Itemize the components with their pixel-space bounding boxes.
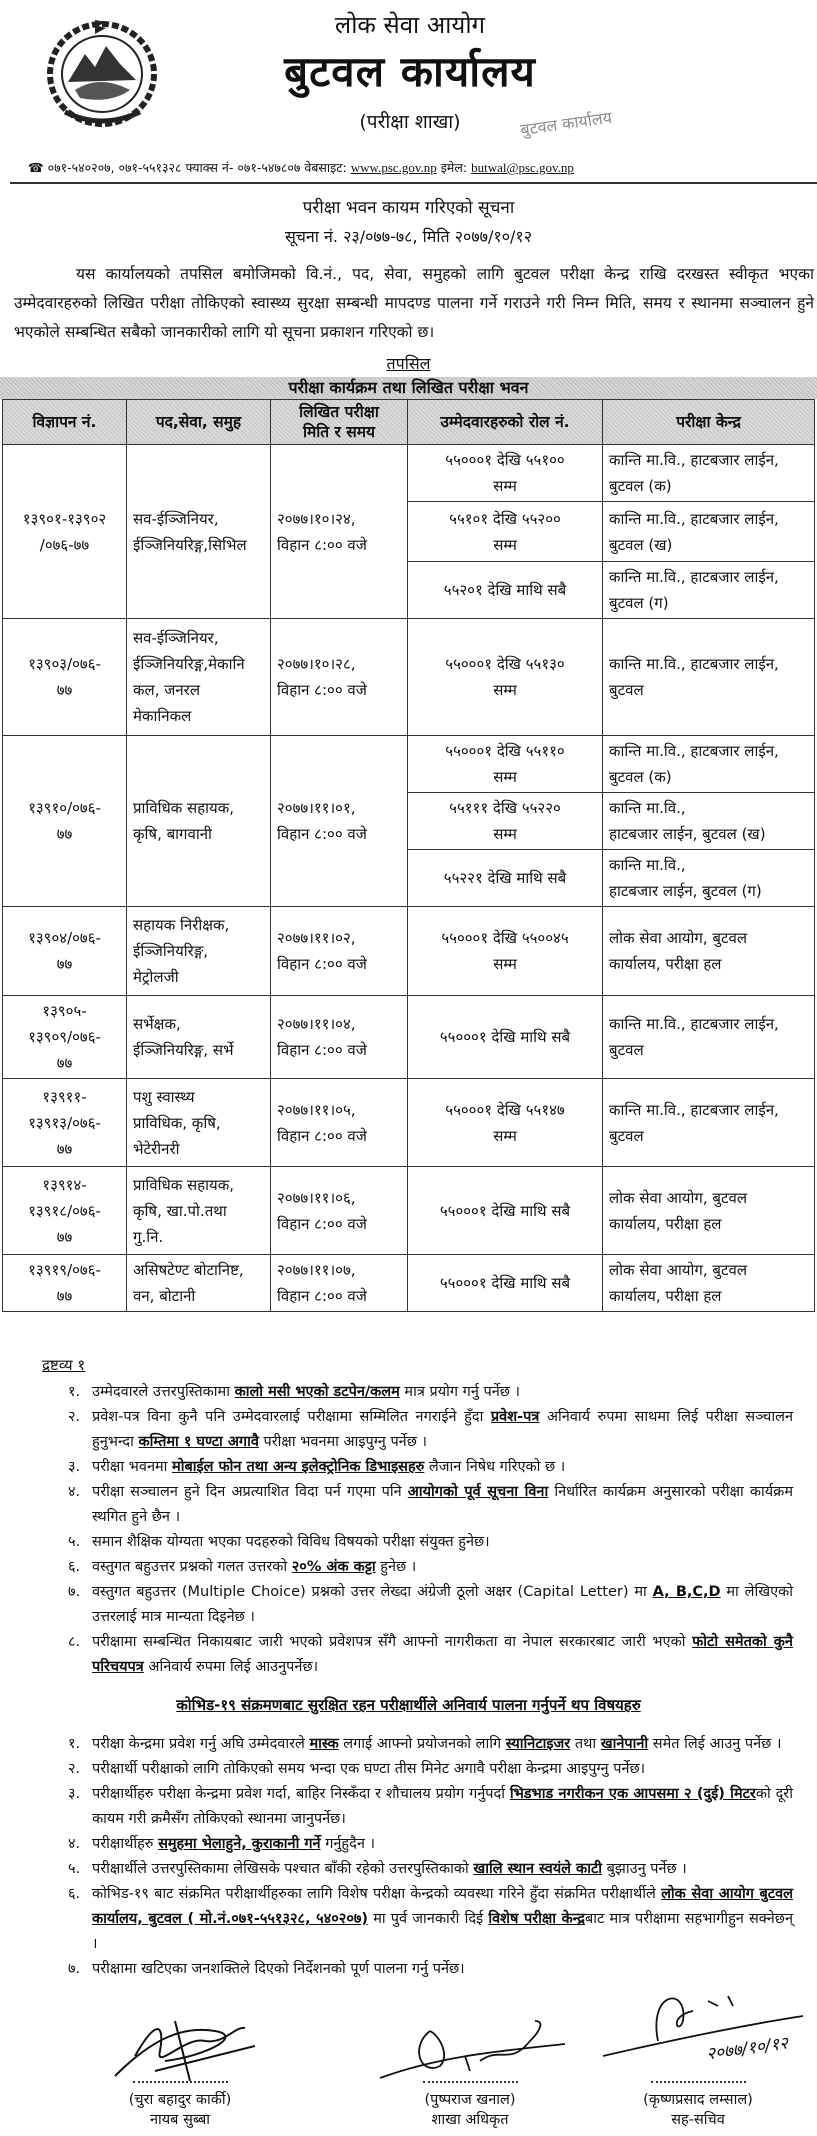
list-item	[68, 1882, 793, 1957]
table-row	[3, 1255, 815, 1312]
advertisement-number: १३९०५- १३९०९/०७६- ७७	[3, 996, 127, 1079]
list-item	[68, 1832, 793, 1857]
roll-number-range: ५५२२१ देखि माथि सबै	[408, 850, 603, 907]
table-row	[3, 996, 815, 1079]
emphasized-text: समुहमा भेलाहुने, कुराकानी गर्ने	[158, 1836, 321, 1852]
notes-heading: द्रष्टव्य १	[42, 1356, 86, 1374]
email-label: इमेल:	[440, 160, 468, 175]
item-text: परीक्षार्थीहरु परीक्षा केन्द्रमा प्रवेश गर्दा, बाहिर निस्कँदा र शौचालय प्रयोग गर्नुपर्दा	[92, 1786, 510, 1802]
item-number: ५.	[68, 1534, 81, 1550]
notice-title: परीक्षा भवन कायम गरिएको सूचना	[302, 198, 515, 218]
item-text: मात्र प्रयोग गर्नु पर्नेछ ।	[399, 1384, 521, 1400]
post-service-group: प्राविधिक सहायक, कृषि, खा.पो.तथा गु.नि.	[127, 1167, 271, 1255]
covid-list	[68, 1732, 793, 1982]
exam-date-time: २०७७।११।०५, विहान ८:०० वजे	[271, 1079, 408, 1167]
header-divider	[10, 182, 817, 184]
post-service-group: पशु स्वास्थ्य प्राविधिक, कृषि, भेटेरीनरी	[127, 1079, 271, 1167]
advertisement-number: १३९०३/०७६- ७७	[3, 619, 127, 736]
notice-body	[0, 197, 817, 2136]
column-header: विज्ञापन नं.	[3, 400, 127, 445]
exam-center: कान्ति मा.वि., हाटबजार लाईन, बुटवल (ग)	[603, 850, 815, 907]
signatory-title: शाखा अधिकृत	[431, 2112, 509, 2128]
exam-center: कान्ति मा.वि., हाटबजार लाईन, बुटवल (ग)	[603, 562, 815, 619]
item-text: लगाई आफ्नो प्रयोजनको लागि	[338, 1736, 506, 1752]
item-number: २.	[68, 1761, 81, 1777]
roll-number-range: ५५०००१ देखि माथि सबै	[408, 1167, 603, 1255]
item-text: परीक्षा केन्द्रमा प्रवेश गर्नु अघि उम्मेदवारले	[92, 1736, 310, 1752]
covid-heading: कोभिड-१९ संक्रमणबाट सुरक्षित रहन परीक्षार्थीले अनिवार्य पालना गर्नुपर्ने थप विषयहरु	[176, 1696, 641, 1714]
office-name: बुटवल कार्यालय	[284, 47, 536, 96]
item-text: वस्तुगत बहुउत्तर (Multiple Choice) प्रश्नको उत्तर लेख्दा अंग्रेजी ठूलो अक्षर (Capital Letter) मा	[92, 1584, 653, 1600]
post-service-group: असिषटेण्ट बोटानिष्ट, वन, बोटानी	[127, 1255, 271, 1312]
exam-schedule-table	[2, 399, 815, 1312]
item-number: १.	[68, 1736, 81, 1752]
exam-date-time: २०७७।११।०२, विहान ८:०० वजे	[271, 907, 408, 996]
item-text: प्रवेश-पत्र विना कुनै पनि उम्मेदवारलाई परीक्षामा सम्मिलित नगराईने हुँदा	[92, 1409, 491, 1425]
item-number: ६.	[68, 1886, 81, 1902]
emphasized-text: फोटो समेतको कुनै परिचयपत्र	[92, 1634, 793, 1675]
roll-number-range: ५५१११ देखि ५५२२० सम्म	[408, 793, 603, 850]
exam-date-time: २०७७।११।०१, विहान ८:०० वजे	[271, 736, 408, 907]
list-item	[68, 1555, 793, 1580]
branch-name: (परीक्षा शाखा)	[359, 111, 461, 133]
post-service-group: प्राविधिक सहायक, कृषि, बागवानी	[127, 736, 271, 907]
post-service-group: सर्भेक्षक, ईञ्जिनियरिङ्ग, सर्भे	[127, 996, 271, 1079]
list-item	[68, 1480, 793, 1530]
signatory-title: सह-सचिव	[671, 2112, 725, 2128]
emphasized-text: A, B,C,D	[652, 1584, 721, 1600]
roll-number-range: ५५०००१ देखि ५५११० सम्म	[408, 736, 603, 793]
emphasized-text: मास्क	[309, 1736, 339, 1752]
column-header: पद,सेवा, समुह	[127, 400, 271, 445]
roll-number-range: ५५०००१ देखि माथि सबै	[408, 1255, 603, 1312]
list-item	[68, 1580, 793, 1630]
item-number: ३.	[68, 1459, 81, 1475]
roll-number-range: ५५०००१ देखि ५५००४५ सम्म	[408, 907, 603, 996]
list-item	[68, 1380, 793, 1405]
list-item	[68, 1530, 793, 1555]
item-text: अनिवार्य रुपमा लिई आउनुपर्नेछ।	[143, 1659, 319, 1675]
item-number: ८.	[68, 1634, 81, 1650]
website-label: वेबसाइट:	[304, 160, 347, 175]
notes-list	[68, 1380, 793, 1680]
item-number: ७.	[68, 1961, 81, 1977]
table-row	[3, 907, 815, 996]
item-text: परीक्षार्थीले उत्तरपुस्तिकामा लेखिसके पश्चात बाँकी रहेको उत्तरपुस्तिकाको	[92, 1861, 474, 1877]
website-link[interactable]: www.psc.gov.np	[350, 160, 437, 175]
signatures-row	[0, 1986, 817, 2136]
emphasized-text: २०% अंक कट्टा	[291, 1559, 376, 1575]
exam-date-time: २०७७।१०।२८, विहान ८:०० वजे	[271, 619, 408, 736]
email-link[interactable]: butwal@psc.gov.np	[471, 160, 574, 175]
intro-paragraph: यस कार्यालयको तपसिल बमोजिमको वि.नं., पद, सेवा, समुहको लागि बुटवल परीक्षा केन्द्र राखि दरखस्त स्वीकृत भएका उम्मेदवारहरुको लिखित परीक्षा तोकिएको स्वास्थ्य सुरक्षा सम्बन्धी मापदण्ड पालना गर्ने गराउने गरी निम्न मिति, समय र स्थानमा सञ्चालन हुने भएकोले सम्बन्धित सबैको जानकारीको लागि यो सूचना प्रकाशन गरिएको छ।	[14, 265, 814, 341]
item-text: मा लेखिएको उत्तरलाई मात्र मान्यता दिइनेछ ।	[92, 1584, 793, 1625]
emphasized-text: भिडभाड नगरीकन एक आपसमा २ (दुई) मिटर	[509, 1786, 756, 1802]
emphasized-text: कालो मसी भएको डटपेन/कलम	[234, 1384, 400, 1400]
list-item	[68, 1455, 793, 1480]
advertisement-number: १३९०४/०७६- ७७	[3, 907, 127, 996]
item-number: ५.	[68, 1861, 81, 1877]
emphasized-text: खानेपानी	[600, 1736, 649, 1752]
item-number: ४.	[68, 1484, 81, 1500]
advertisement-number: १३९१०/०७६- ७७	[3, 736, 127, 907]
item-text: बाट मात्र परीक्षामा सहभागीहुन सक्नेछन् ।	[92, 1911, 794, 1952]
emphasized-text: खालि स्थान स्वयंले काटी	[473, 1861, 603, 1877]
table-title-band: परीक्षा कार्यक्रम तथा लिखित परीक्षा भवन	[0, 377, 817, 399]
emphasized-text: प्रवेश-पत्र	[490, 1409, 540, 1425]
item-number: ३.	[68, 1786, 81, 1802]
item-text: निर्धारित कार्यक्रम अनुसारको परीक्षा कार्यक्रम स्थगित हुने छैन ।	[92, 1484, 793, 1525]
emphasized-text: लोक सेवा आयोग बुटवल कार्यालय, बुटवल ( मो.नं.०७१-५५१३२८, ५४०२०७)	[92, 1886, 793, 1927]
phone-numbers: ०७१-५४०२०७, ०७१-५५१३२८	[47, 160, 182, 175]
exam-center: कान्ति मा.वि., हाटबजार लाईन, बुटवल	[603, 1079, 815, 1167]
item-text: परीक्षार्थी परीक्षाको लागि तोकिएको समय भन्दा एक घण्टा तीस मिनेट अगावै परीक्षा केन्द्रमा आइपुग्नु पर्नेछ।	[92, 1761, 646, 1777]
roll-number-range: ५५०००१ देखि ५५१३० सम्म	[408, 619, 603, 736]
signatory-2	[370, 2016, 570, 2129]
advertisement-number: १३९१९/०७६- ७७	[3, 1255, 127, 1312]
notice-number: सूचना नं. २३/०७७-७८, मिति २०७७/१०/१२	[284, 227, 533, 246]
signatory-name: (चुरा बहादुर कार्की)	[128, 2092, 232, 2108]
signatory-name: (पुष्पराज खनाल)	[424, 2092, 516, 2108]
phone-icon: ☎	[28, 160, 44, 175]
table-header-row	[3, 400, 815, 445]
table-row	[3, 1079, 815, 1167]
item-text: वस्तुगत बहुउत्तर प्रश्नको गलत उत्तरको	[92, 1559, 292, 1575]
list-item	[68, 1857, 793, 1882]
advertisement-number: १३९११- १३९१३/०७६- ७७	[3, 1079, 127, 1167]
emphasized-text: स्यानिटाइजर	[505, 1736, 571, 1752]
exam-date-time: २०७७।११।०६, विहान ८:०० वजे	[271, 1167, 408, 1255]
item-text: परीक्षा भवनमा	[92, 1459, 173, 1475]
table-row	[3, 1167, 815, 1255]
list-item	[68, 1782, 793, 1832]
item-text: परीक्षा भवनमा आइपुग्नु पर्नेछ ।	[258, 1434, 427, 1450]
signatory-1	[80, 2016, 280, 2129]
organization-name: लोक सेवा आयोग	[334, 11, 486, 39]
list-item	[68, 1732, 793, 1757]
item-text: बुझाउनु पर्नेछ ।	[602, 1861, 687, 1877]
exam-center: कान्ति मा.वि., हाटबजार लाईन, बुटवल (क)	[603, 736, 815, 793]
item-text: परीक्षा सञ्चालन हुने दिन अप्रत्याशित विदा पर्न गएमा पनि	[92, 1484, 408, 1500]
contact-line	[28, 159, 574, 176]
exam-center: कान्ति मा.वि., हाटबजार लाईन, बुटवल	[603, 619, 815, 736]
item-number: ४.	[68, 1836, 81, 1852]
exam-date-time: २०७७।११।०७, विहान ८:०० वजे	[271, 1255, 408, 1312]
list-item	[68, 1405, 793, 1455]
list-item	[68, 1957, 793, 1982]
roll-number-range: ५५०००१ देखि ५५१४७ सम्म	[408, 1079, 603, 1167]
item-text: हुनेछ ।	[375, 1559, 417, 1575]
item-text: समेत लिई आउनु पर्नेछ ।	[648, 1736, 782, 1752]
signatory-3	[598, 1981, 798, 2129]
item-number: २.	[68, 1409, 81, 1425]
signature-line	[423, 2081, 518, 2083]
exam-center: कान्ति मा.वि., हाटबजार लाईन, बुटवल (ख)	[603, 793, 815, 850]
exam-date-time: २०७७।१०।२४, विहान ८:०० वजे	[271, 445, 408, 619]
exam-center: कान्ति मा.वि., हाटबजार लाईन, बुटवल (क)	[603, 445, 815, 502]
fax-label: फ्याक्स नं-	[185, 160, 234, 175]
roll-number-range: ५५२०१ देखि माथि सबै	[408, 562, 603, 619]
post-service-group: सव-ईञ्जिनियर, ईञ्जिनियरिङ्ग,मेकानि कल, जनरल मेकानिकल	[127, 619, 271, 736]
office-stamp: बुटवल कार्यालय	[519, 107, 613, 140]
exam-center: कान्ति मा.वि., हाटबजार लाईन, बुटवल	[603, 996, 815, 1079]
table-row	[3, 445, 815, 502]
exam-center: लोक सेवा आयोग, बुटवल कार्यालय, परीक्षा हल	[603, 907, 815, 996]
signatory-name: (कृष्णप्रसाद लम्साल)	[643, 2092, 753, 2108]
exam-center: कान्ति मा.वि., हाटबजार लाईन, बुटवल (ख)	[603, 502, 815, 562]
item-number: ६.	[68, 1559, 81, 1575]
exam-date-time: २०७७।११।०४, विहान ८:०० वजे	[271, 996, 408, 1079]
advertisement-number: १३९१४- १३९१८/०७६- ७७	[3, 1167, 127, 1255]
item-number: १.	[68, 1384, 81, 1400]
item-text: तथा	[570, 1736, 601, 1752]
roll-number-range: ५५१०१ देखि ५५२०० सम्म	[408, 502, 603, 562]
item-text: गर्नुहुदैन ।	[320, 1836, 375, 1852]
column-header: परीक्षा केन्द्र	[603, 400, 815, 445]
signature-image	[370, 2016, 570, 2081]
post-service-group: सहायक निरीक्षक, ईञ्जिनियरिङ्ग, मेट्रोलजी	[127, 907, 271, 996]
list-item	[68, 1630, 793, 1680]
item-text: समान शैक्षिक योग्यता भएका पदहरुको विविध विषयको परीक्षा संयुक्त हुनेछ।	[92, 1534, 490, 1550]
emphasized-text: विशेष परीक्षा केन्द्र	[488, 1911, 585, 1927]
schedule-heading: तपसिल	[386, 354, 431, 373]
item-text: परीक्षामा सम्बन्धित निकायबाट जारी भएको प्रवेशपत्र सँगै आफ्नो नागरीकता वा नेपाल सरकारबाट जारी भएको	[92, 1634, 693, 1650]
item-text: परीक्षार्थीहरु	[92, 1836, 159, 1852]
signature-image	[95, 2016, 265, 2081]
emphasized-text: मोबाईल फोन तथा अन्य इलेक्ट्रोनिक डिभाइसहरु	[172, 1459, 425, 1475]
list-item	[68, 1757, 793, 1782]
signature-line	[651, 2081, 746, 2083]
table-row	[3, 736, 815, 793]
roll-number-range: ५५०००१ देखि ५५१०० सम्म	[408, 445, 603, 502]
emphasized-text: आयोगको पूर्व सूचना विना	[407, 1484, 549, 1500]
advertisement-number: १३९०१-१३९०२ /०७६-७७	[3, 445, 127, 619]
exam-center: लोक सेवा आयोग, बुटवल कार्यालय, परीक्षा हल	[603, 1167, 815, 1255]
item-text: उम्मेदवारले उत्तरपुस्तिकामा	[92, 1384, 235, 1400]
column-header: उम्मेदवारहरुको रोल नं.	[408, 400, 603, 445]
signatory-title: नायब सुब्बा	[149, 2112, 211, 2128]
item-text: को दूरी कायम गरी क्रमैसँग तोकिएको स्थानमा जानुपर्नेछ।	[92, 1786, 793, 1827]
exam-center: लोक सेवा आयोग, बुटवल कार्यालय, परीक्षा हल	[603, 1255, 815, 1312]
fax-number: ०७१-५४७८०७	[237, 160, 301, 175]
item-text: अनिवार्य रुपमा साथमा लिई परीक्षा सञ्चालन हुनुभन्दा	[92, 1409, 793, 1450]
item-text: लैजान निषेध गरिएको छ ।	[424, 1459, 566, 1475]
table-row	[3, 619, 815, 736]
item-text: कोभिड-१९ बाट संक्रमित परीक्षार्थीहरुका लागि विशेष परीक्षा केन्द्रको व्यवस्था गरिने हुँदा संक्रमित परीक्षार्थीले	[92, 1886, 662, 1902]
item-number: ७.	[68, 1584, 81, 1600]
column-header: लिखित परीक्षा मिति र समय	[271, 400, 408, 445]
emphasized-text: कम्तिमा १ घण्टा अगावै	[138, 1434, 259, 1450]
roll-number-range: ५५०००१ देखि माथि सबै	[408, 996, 603, 1079]
item-text: मा पुर्व जानकारी दिई	[368, 1911, 489, 1927]
signature-date: २०७७/१०/१२	[705, 2033, 790, 2065]
signature-line	[133, 2081, 228, 2083]
item-text: परीक्षामा खटिएका जनशक्तिले दिएको निर्देशनको पूर्ण पालना गर्नु पर्नेछ।	[92, 1961, 465, 1977]
post-service-group: सव-ईञ्जिनियर, ईञ्जिनियरिङ्ग,सिभिल	[127, 445, 271, 619]
